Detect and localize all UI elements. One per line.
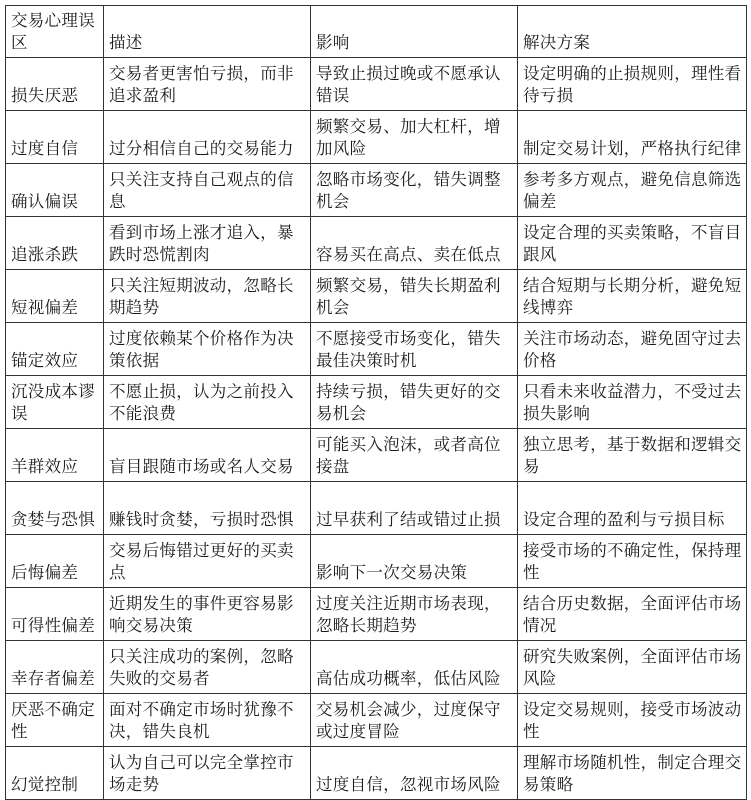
cell-description: 面对不确定市场时犹豫不决，错失良机 xyxy=(104,694,311,747)
table-row xyxy=(6,747,747,800)
table-row xyxy=(6,429,747,482)
cell-solution: 结合历史数据，全面评估市场情况 xyxy=(518,588,747,641)
cell-myth: 幸存者偏差 xyxy=(6,641,104,694)
cell-solution: 接受市场的不确定性，保持理性 xyxy=(518,535,747,588)
header-impact: 影响 xyxy=(311,6,518,58)
cell-description: 不愿止损，认为之前投入不能浪费 xyxy=(104,376,311,429)
cell-myth: 可得性偏差 xyxy=(6,588,104,641)
cell-impact: 交易机会减少，过度保守或过度冒险 xyxy=(311,694,518,747)
cell-solution: 只看未来收益潜力，不受过去损失影响 xyxy=(518,376,747,429)
cell-myth: 沉没成本谬误 xyxy=(6,376,104,429)
table-row xyxy=(6,376,747,429)
cell-myth: 追涨杀跌 xyxy=(6,217,104,270)
cell-impact: 频繁交易，错失长期盈利机会 xyxy=(311,270,518,323)
cell-myth: 锚定效应 xyxy=(6,323,104,376)
cell-impact: 频繁交易、加大杠杆，增加风险 xyxy=(311,111,518,164)
cell-impact: 容易买在高点、卖在低点 xyxy=(311,217,518,270)
cell-myth: 厌恶不确定性 xyxy=(6,694,104,747)
cell-description: 交易者更害怕亏损，而非追求盈利 xyxy=(104,58,311,111)
cell-impact: 影响下一次交易决策 xyxy=(311,535,518,588)
cell-myth: 后悔偏差 xyxy=(6,535,104,588)
trading-psychology-table-container xyxy=(5,5,747,800)
cell-myth: 羊群效应 xyxy=(6,429,104,482)
cell-impact: 持续亏损，错失更好的交易机会 xyxy=(311,376,518,429)
cell-description: 只关注成功的案例，忽略失败的交易者 xyxy=(104,641,311,694)
cell-solution: 制定交易计划，严格执行纪律 xyxy=(518,111,747,164)
table-row xyxy=(6,323,747,376)
table-row xyxy=(6,535,747,588)
table-row xyxy=(6,588,747,641)
cell-myth: 过度自信 xyxy=(6,111,104,164)
cell-description: 盲目跟随市场或名人交易 xyxy=(104,429,311,482)
header-myth: 交易心理误区 xyxy=(6,6,104,58)
cell-description: 只关注短期波动，忽略长期趋势 xyxy=(104,270,311,323)
table-row xyxy=(6,111,747,164)
cell-description: 赚钱时贪婪，亏损时恐惧 xyxy=(104,482,311,535)
table-header-row xyxy=(6,6,747,58)
cell-impact: 过度关注近期市场表现，忽略长期趋势 xyxy=(311,588,518,641)
cell-impact: 导致止损过晚或不愿承认错误 xyxy=(311,58,518,111)
cell-description: 交易后悔错过更好的买卖点 xyxy=(104,535,311,588)
cell-solution: 研究失败案例，全面评估市场风险 xyxy=(518,641,747,694)
table-row xyxy=(6,270,747,323)
table-row xyxy=(6,694,747,747)
cell-impact: 过度自信，忽视市场风险 xyxy=(311,747,518,800)
cell-solution: 设定明确的止损规则，理性看待亏损 xyxy=(518,58,747,111)
cell-impact: 过早获利了结或错过止损 xyxy=(311,482,518,535)
cell-solution: 独立思考，基于数据和逻辑交易 xyxy=(518,429,747,482)
cell-description: 只关注支持自己观点的信息 xyxy=(104,164,311,217)
cell-impact: 高估成功概率，低估风险 xyxy=(311,641,518,694)
cell-impact: 可能买入泡沫，或者高位接盘 xyxy=(311,429,518,482)
cell-myth: 幻觉控制 xyxy=(6,747,104,800)
cell-solution: 设定合理的买卖策略，不盲目跟风 xyxy=(518,217,747,270)
cell-myth: 贪婪与恐惧 xyxy=(6,482,104,535)
cell-description: 过度依赖某个价格作为决策依据 xyxy=(104,323,311,376)
cell-solution: 关注市场动态，避免固守过去价格 xyxy=(518,323,747,376)
cell-myth: 损失厌恶 xyxy=(6,58,104,111)
table-row xyxy=(6,217,747,270)
cell-myth: 确认偏误 xyxy=(6,164,104,217)
trading-psychology-table xyxy=(5,5,747,800)
header-solution: 解决方案 xyxy=(518,6,747,58)
cell-solution: 设定合理的盈利与亏损目标 xyxy=(518,482,747,535)
cell-solution: 参考多方观点，避免信息筛选偏差 xyxy=(518,164,747,217)
table-row xyxy=(6,164,747,217)
cell-myth: 短视偏差 xyxy=(6,270,104,323)
cell-impact: 不愿接受市场变化，错失最佳决策时机 xyxy=(311,323,518,376)
cell-description: 看到市场上涨才追入，暴跌时恐慌割肉 xyxy=(104,217,311,270)
table-row xyxy=(6,482,747,535)
table-row xyxy=(6,641,747,694)
cell-description: 认为自己可以完全掌控市场走势 xyxy=(104,747,311,800)
header-description: 描述 xyxy=(104,6,311,58)
table-row xyxy=(6,58,747,111)
cell-solution: 设定交易规则，接受市场波动性 xyxy=(518,694,747,747)
cell-description: 过分相信自己的交易能力 xyxy=(104,111,311,164)
cell-solution: 理解市场随机性，制定合理交易策略 xyxy=(518,747,747,800)
cell-solution: 结合短期与长期分析，避免短线博弈 xyxy=(518,270,747,323)
cell-impact: 忽略市场变化，错失调整机会 xyxy=(311,164,518,217)
cell-description: 近期发生的事件更容易影响交易决策 xyxy=(104,588,311,641)
